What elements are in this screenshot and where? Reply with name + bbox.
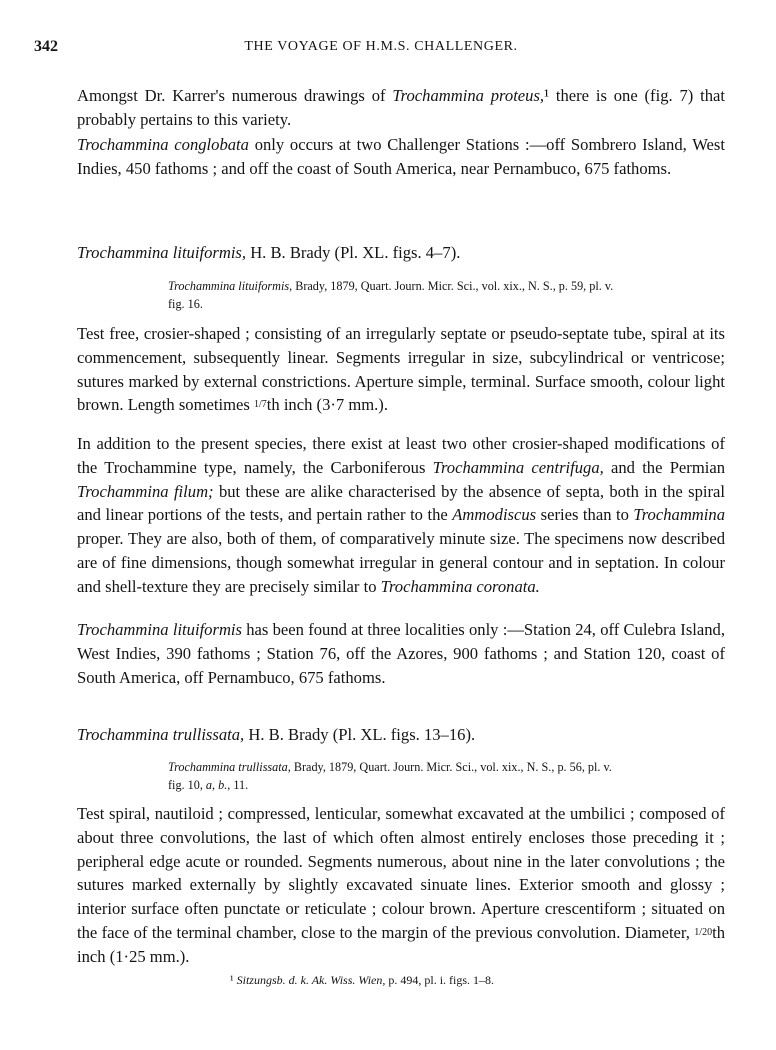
species-authority: H. B. Brady (Pl. XL. figs. 4–7).: [246, 243, 461, 262]
text-run: fig. 10,: [168, 778, 206, 792]
footnote: [230, 972, 710, 988]
citation-reference: Brady, 1879, Quart. Journ. Micr. Sci., vol. xix., N. S., p. 56, pl. v.: [290, 760, 612, 774]
taxon-name: Trochammina filum;: [77, 481, 214, 501]
citation-taxon: Trochammina trullissata,: [168, 760, 291, 774]
citation-taxon: Trochammina lituiformis,: [168, 279, 293, 293]
taxon-name: Trochammina lituiformis: [77, 620, 242, 639]
species-heading-trullissata: [77, 724, 725, 746]
text-run: but these are alike characterised by the absence of septa, both in the spiral and linear portions of the tests, and pertain rather to the: [77, 481, 725, 525]
citation-reference-cont: [168, 776, 725, 794]
taxon-name: Trochammina centrifuga,: [432, 457, 604, 477]
text-run: has been found at three localities only :—Station 24, off Culebra Island, West Indies, 390 fathoms ; Station 76, off the Azores, 900 fathoms ; and Station 120, coast of South America, off Pernambuco, 675 fathoms.: [77, 620, 725, 687]
footnote-text: p. 494, pl. i. figs. 1–8.: [385, 973, 495, 987]
citation-lituiformis: [168, 277, 725, 313]
intro-paragraph-karrer: [77, 84, 725, 132]
localities-lituiformis: [77, 618, 725, 689]
species-authority: H. B. Brady (Pl. XL. figs. 13–16).: [244, 725, 476, 744]
text-run: series than to: [536, 505, 634, 525]
text-run: only occurs at two Challenger Stations :—off Sombrero Island, West Indies, 450 fathoms ; and off the coast of South America, near Pernambuco, 675 fathoms.: [77, 135, 725, 178]
citation-trullissata: [168, 758, 725, 794]
species-name: Trochammina lituiformis,: [77, 243, 247, 262]
text-run: 11.: [230, 778, 249, 792]
text-run: Test spiral, nautiloid ; compressed, lenticular, somewhat excavated at the umbilici ; composed of about three convolutions, the last of which often almost entirely encloses those preceding it ; peripheral edge acute or rounded. Segments numerous, about nine in the later convolutions ; the sutures marked externally by slightly excavated sinuate lines. Exterior smooth and glossy ; interior surface often punctate or reticulate ; colour brown. Aperture crescentiform ; situated on the face of the terminal chamber, close to the margin of the previous convolution. Diameter,: [77, 804, 725, 942]
species-name: Trochammina trullissata,: [77, 725, 245, 744]
text-run: In addition to the present species, there exist at least two other crosier-shaped modifications of the Trochammine type, namely, the Carboniferous: [77, 434, 725, 477]
text-run: Test free, crosier-shaped ; consisting of an irregularly septate or pseudo-septate tube, spiral at its commencement, subsequently linear. Segments irregular in size, subcylindrical or ventricose; sutures marked by external constrictions. Aperture simple, terminal. Surface smooth, colour light brown. Length sometimes: [77, 324, 725, 415]
text-run: ¹ there is one (fig. 7) that probably pertains to this variety.: [77, 86, 725, 129]
text-run: and the Permian: [603, 457, 725, 477]
discussion-lituiformis: [77, 432, 725, 599]
description-trullissata: [77, 802, 725, 969]
text-run: th inch (1·25 mm.).: [77, 922, 725, 966]
page-number: 342: [34, 38, 58, 55]
fraction: 1/20: [694, 926, 713, 938]
intro-paragraph-conglobata: [77, 133, 725, 181]
taxon-name: Trochammina coronata.: [380, 576, 540, 596]
footnote-mark: ¹: [230, 973, 237, 987]
taxon-name: Trochammina conglobata: [77, 135, 249, 154]
citation-reference-cont: fig. 16.: [168, 297, 203, 311]
running-title: THE VOYAGE OF H.M.S. CHALLENGER.: [244, 39, 518, 54]
species-heading-lituiformis: [77, 242, 725, 264]
text-run: Amongst Dr. Karrer's numerous drawings of: [77, 86, 393, 105]
footnote-source: Sitzungsb. d. k. Ak. Wiss. Wien,: [236, 973, 386, 987]
taxon-name: Ammodiscus: [452, 505, 537, 525]
taxon-name: Trochammina: [633, 505, 725, 525]
text-run: th inch (3·7 mm.).: [266, 395, 388, 415]
text-run: proper. They are also, both of them, of comparatively minute size. The specimens now described are of fine dimensions, though somewhat irregular in general contour and in septation. In colour and shell-texture they are precisely similar to: [77, 529, 725, 596]
figure-letters: a, b.,: [205, 778, 231, 792]
citation-reference: Brady, 1879, Quart. Journ. Micr. Sci., vol. xix., N. S., p. 59, pl. v.: [292, 279, 614, 293]
taxon-name: Trochammina proteus,: [392, 86, 545, 105]
description-lituiformis: [77, 322, 725, 417]
fraction: 1/7: [253, 399, 267, 411]
page-header: [34, 38, 728, 62]
